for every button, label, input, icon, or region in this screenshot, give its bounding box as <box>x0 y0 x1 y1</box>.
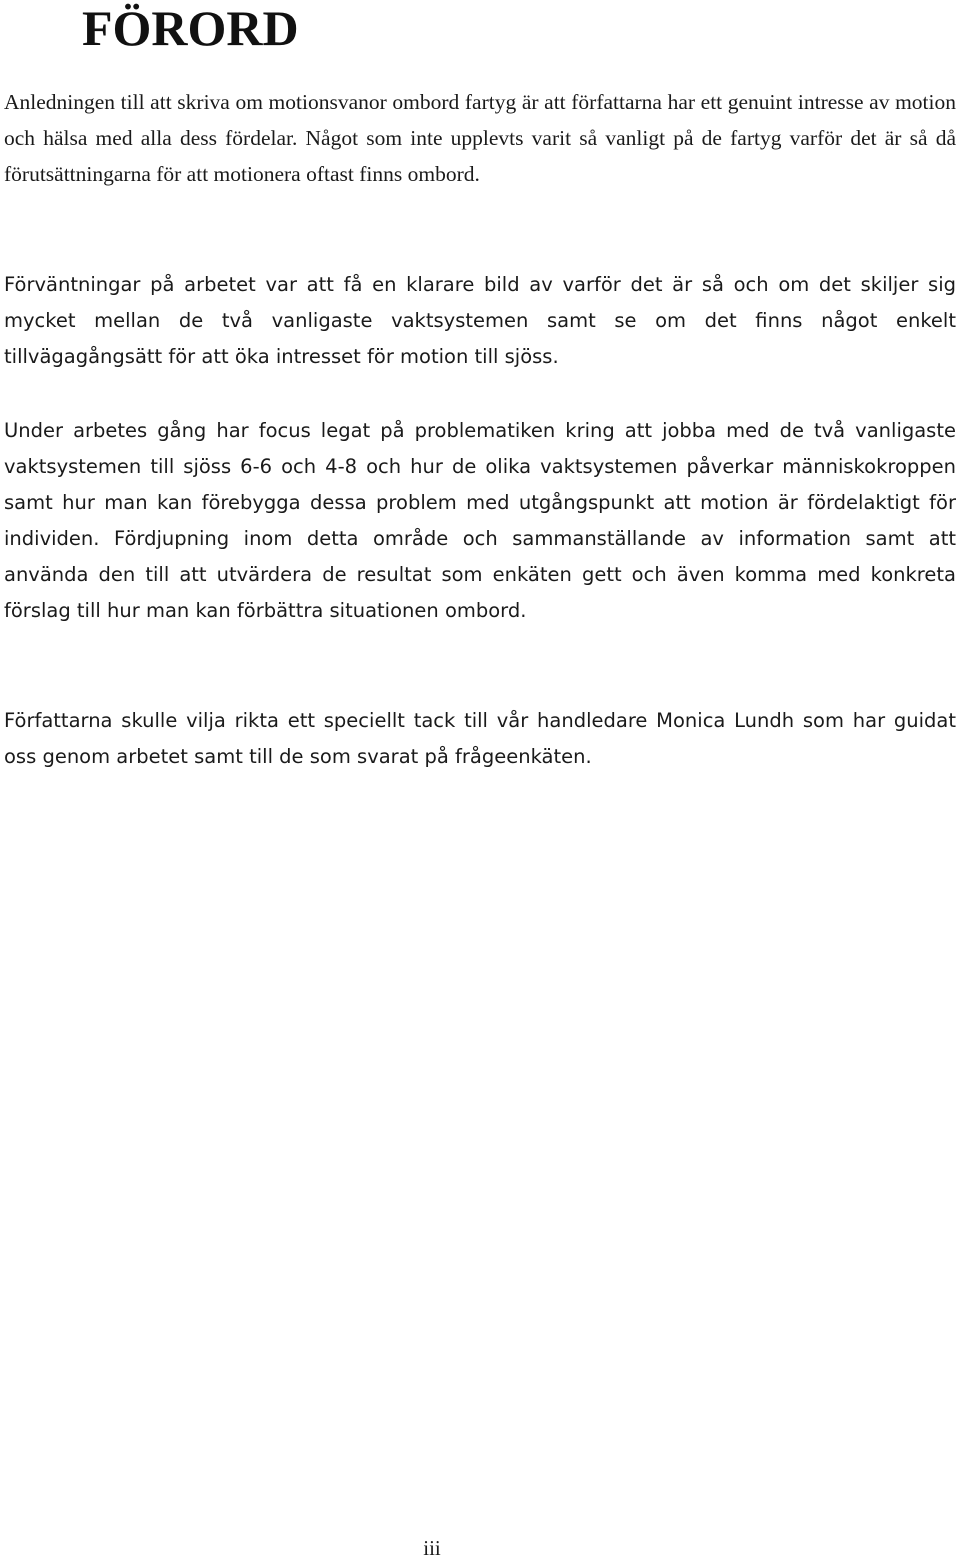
paragraph-intro: Anledningen till att skriva om motionsvanor ombord fartyg är att författarna har ett genuint intresse av motion och hälsa med alla dess fördelar. Något som inte upplevts varit så vanligt på de fartyg varför det är så då förutsättningarna för att motionera oftast finns ombord. <box>4 90 956 186</box>
paragraph-acknowledgements: Författarna skulle vilja rikta ett speciellt tack till vår handledare Monica Lundh som har guidat oss genom arbetet samt till de som svarat på frågeenkäten. <box>4 709 956 768</box>
page-title: FÖRORD <box>82 0 299 56</box>
paragraph-expectations: Förväntningar på arbetet var att få en klarare bild av varför det är så och om det skiljer sig mycket mellan de två vanligaste vaktsystemen samt se om det finns något enkelt tillvägagångsätt för att öka intresset för motion till sjöss. <box>4 273 956 368</box>
page-number: iii <box>423 1536 441 1560</box>
paragraph-focus: Under arbetes gång har focus legat på problematiken kring att jobba med de två vanligaste vaktsystemen till sjöss 6-6 och 4-8 och hur de olika vaktsystemen påverkar människokroppen samt hur man kan förebygga dessa problem med utgångspunkt att motion är fördelaktigt för individen. Fördjupning inom detta område och sammanställande av information samt att använda den till att utvärdera de resultat som enkäten gett och även komma med konkreta förslag till hur man kan förbättra situationen ombord. <box>4 419 956 622</box>
